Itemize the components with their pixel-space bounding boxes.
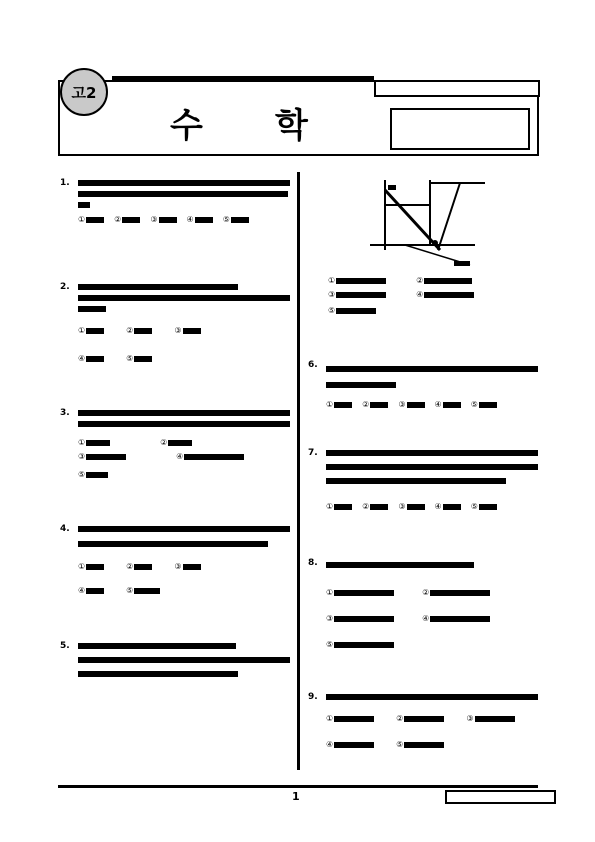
answer-choices <box>78 562 201 571</box>
choice-3[interactable]: ③ <box>466 714 514 723</box>
redacted-text-line <box>78 526 290 532</box>
choice-4[interactable]: ④ <box>78 354 104 363</box>
answer-choices <box>326 740 444 749</box>
redacted-text-line <box>78 180 290 186</box>
answer-choices <box>328 276 472 285</box>
redacted-text-line <box>78 643 236 649</box>
choice-2[interactable]: ② <box>362 502 388 511</box>
redacted-text-line <box>78 657 290 663</box>
question-number: 8. <box>308 558 318 568</box>
redacted-text-line <box>326 694 538 700</box>
choice-3[interactable]: ③ <box>78 452 126 461</box>
answer-choices <box>326 640 394 649</box>
choice-2[interactable]: ② <box>126 326 152 335</box>
answer-choices <box>78 215 249 224</box>
choice-2[interactable]: ② <box>362 400 388 409</box>
choice-5[interactable]: ⑤ <box>223 215 249 224</box>
choice-4[interactable]: ④ <box>435 400 461 409</box>
page-number: 1 <box>292 790 300 803</box>
choice-5[interactable]: ⑤ <box>326 640 394 649</box>
question-1 <box>60 178 292 238</box>
choice-5[interactable]: ⑤ <box>126 354 152 363</box>
choice-5[interactable]: ⑤ <box>78 470 108 479</box>
header-name-tab <box>374 80 540 97</box>
answer-choices <box>78 470 108 479</box>
score-box <box>390 108 530 150</box>
figure-question-choices <box>328 276 538 316</box>
choice-4[interactable]: ④ <box>435 502 461 511</box>
choice-1[interactable]: ① <box>78 215 104 224</box>
answer-choices <box>326 614 490 623</box>
choice-2[interactable]: ② <box>422 588 490 597</box>
choice-4[interactable]: ④ <box>422 614 490 623</box>
redacted-text-line <box>78 421 290 427</box>
redacted-text-line <box>78 541 268 547</box>
question-number: 7. <box>308 448 318 458</box>
subject-title-char-1: 수 <box>170 106 203 146</box>
choice-1[interactable]: ① <box>328 276 386 285</box>
question-3 <box>60 408 292 488</box>
question-number: 1. <box>60 178 70 188</box>
answer-choices <box>78 438 192 447</box>
choice-2[interactable]: ② <box>416 276 472 285</box>
question-6 <box>308 360 540 415</box>
choice-1[interactable]: ① <box>326 400 352 409</box>
redacted-text-line <box>326 562 474 568</box>
answer-choices <box>78 326 201 335</box>
choice-5[interactable]: ⑤ <box>126 586 160 595</box>
choice-1[interactable]: ① <box>78 326 104 335</box>
choice-3[interactable]: ③ <box>174 562 200 571</box>
redacted-text-line <box>326 464 538 470</box>
choice-3[interactable]: ③ <box>150 215 176 224</box>
choice-5[interactable]: ⑤ <box>396 740 444 749</box>
answer-choices <box>328 306 376 315</box>
redacted-text-line <box>78 191 288 197</box>
choice-4[interactable]: ④ <box>176 452 244 461</box>
choice-5[interactable]: ⑤ <box>471 400 497 409</box>
redacted-text-line <box>326 450 538 456</box>
choice-4[interactable]: ④ <box>187 215 213 224</box>
choice-3[interactable]: ③ <box>326 614 394 623</box>
geometry-figure <box>360 175 490 270</box>
choice-1[interactable]: ① <box>78 562 104 571</box>
choice-4[interactable]: ④ <box>416 290 474 299</box>
answer-choices <box>78 354 152 363</box>
question-number: 2. <box>60 282 70 292</box>
question-5 <box>60 641 292 691</box>
choice-3[interactable]: ③ <box>174 326 200 335</box>
question-9 <box>308 692 540 752</box>
redacted-text-line <box>78 295 290 301</box>
column-divider <box>297 172 300 770</box>
answer-choices <box>326 714 515 723</box>
choice-3[interactable]: ③ <box>398 502 424 511</box>
footer-rule <box>58 785 538 788</box>
question-number: 6. <box>308 360 318 370</box>
choice-2[interactable]: ② <box>396 714 444 723</box>
choice-2[interactable]: ② <box>126 562 152 571</box>
redacted-text-line <box>326 366 538 372</box>
choice-3[interactable]: ③ <box>398 400 424 409</box>
redacted-text-line <box>78 671 238 677</box>
grade-badge: 고2 <box>60 68 108 116</box>
redacted-text-line <box>326 382 396 388</box>
choice-4[interactable]: ④ <box>78 586 104 595</box>
question-8 <box>308 558 540 658</box>
question-number: 3. <box>60 408 70 418</box>
choice-5[interactable]: ⑤ <box>328 306 376 315</box>
choice-1[interactable]: ① <box>326 588 394 597</box>
redacted-text-line <box>326 478 506 484</box>
redacted-text-line <box>78 284 238 290</box>
answer-choices <box>78 452 244 461</box>
redacted-text-line <box>78 202 90 208</box>
choice-5[interactable]: ⑤ <box>471 502 497 511</box>
redacted-text-line <box>78 306 106 312</box>
redacted-text-line <box>78 410 290 416</box>
question-4 <box>60 524 292 604</box>
answer-choices <box>328 290 474 299</box>
question-number: 5. <box>60 641 70 651</box>
answer-choices <box>326 588 490 597</box>
choice-1[interactable]: ① <box>78 438 110 447</box>
choice-4[interactable]: ④ <box>326 740 374 749</box>
choice-1[interactable]: ① <box>326 502 352 511</box>
choice-2[interactable]: ② <box>114 215 140 224</box>
answer-choices <box>326 400 497 409</box>
question-2 <box>60 282 292 372</box>
answer-choices <box>78 586 160 595</box>
question-number: 4. <box>60 524 70 534</box>
choice-2[interactable]: ② <box>160 438 192 447</box>
choice-1[interactable]: ① <box>326 714 374 723</box>
question-number: 9. <box>308 692 318 702</box>
answer-choices <box>326 502 497 511</box>
question-7 <box>308 448 540 518</box>
subject-title-char-2: 학 <box>275 106 308 146</box>
footer-label-box <box>445 790 556 804</box>
choice-3[interactable]: ③ <box>328 290 386 299</box>
